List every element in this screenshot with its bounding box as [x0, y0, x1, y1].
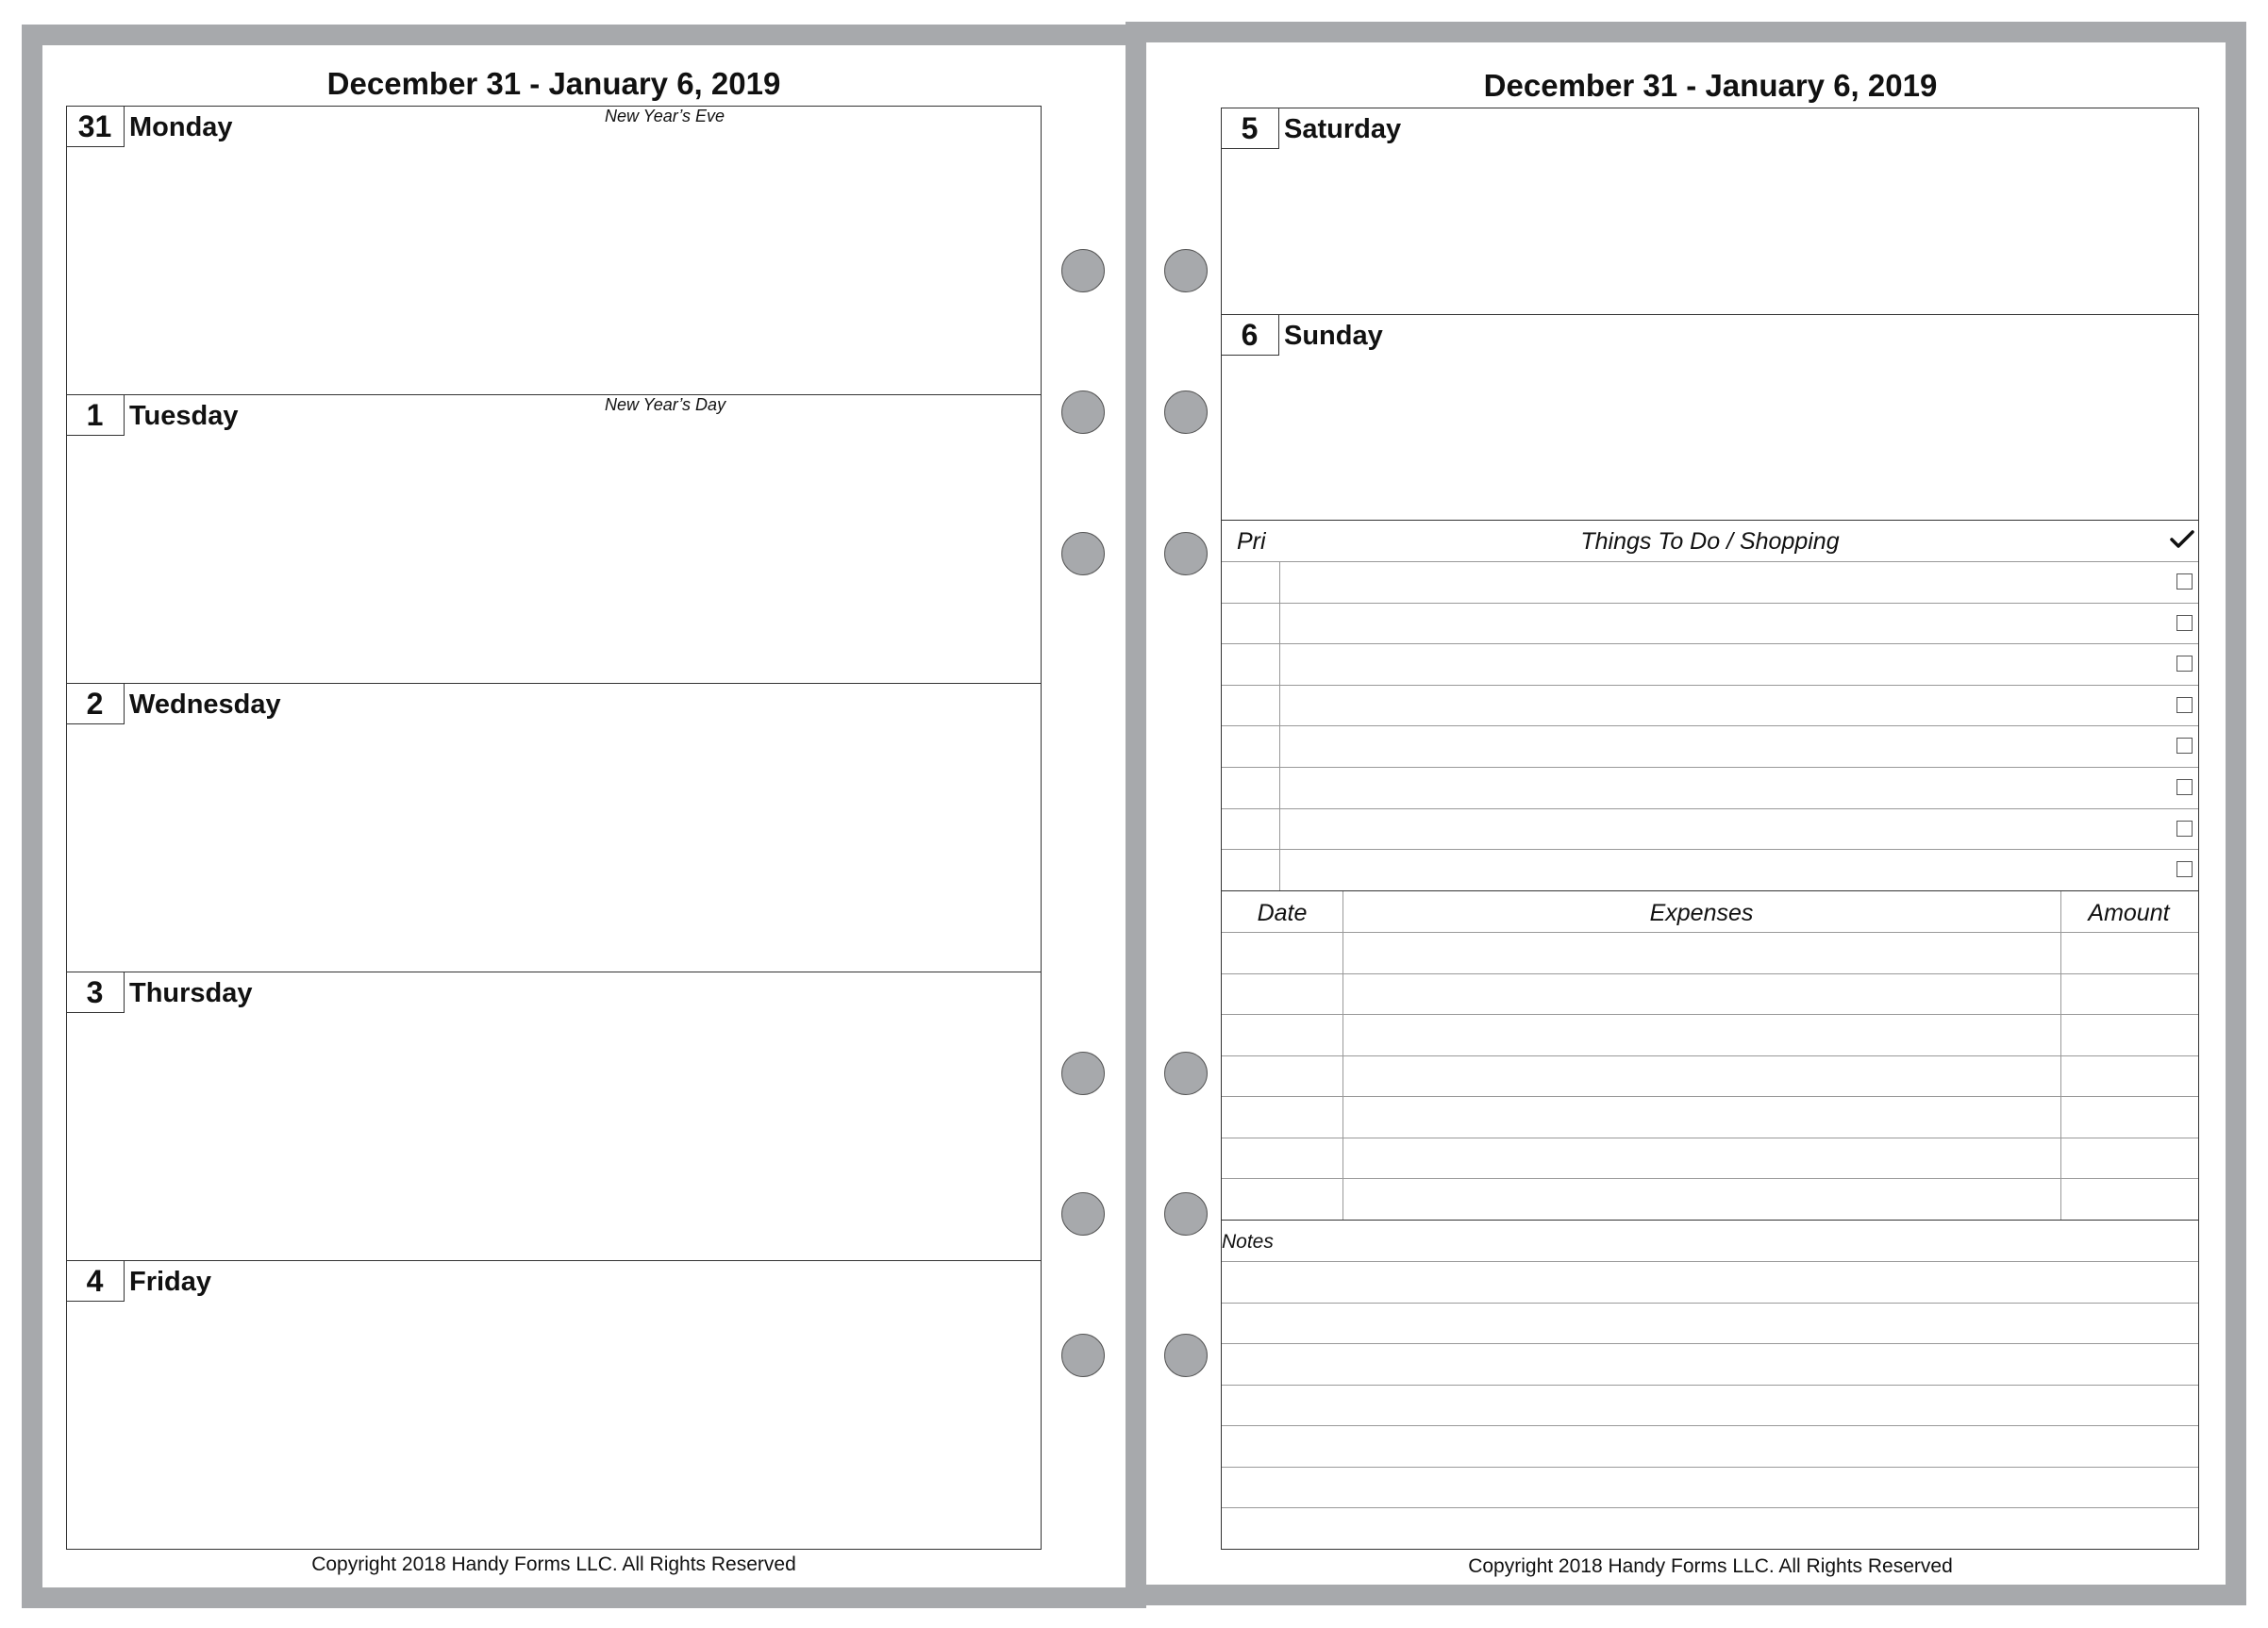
day-name: Monday — [129, 112, 233, 142]
binder-hole — [1061, 1334, 1105, 1377]
day-number: 31 — [66, 106, 125, 147]
day-number: 5 — [1221, 108, 1279, 149]
priority-cell[interactable] — [1222, 562, 1280, 603]
binder-hole — [1061, 1192, 1105, 1236]
notes-label: Notes — [1222, 1231, 1274, 1253]
todo-row[interactable] — [1222, 561, 2198, 603]
day-number: 6 — [1221, 314, 1279, 356]
expenses-header: Expenses — [1649, 900, 1754, 926]
checkbox[interactable] — [2176, 821, 2193, 837]
note-line — [1222, 1507, 2198, 1508]
day-name: Sunday — [1284, 321, 1383, 351]
todo-row[interactable] — [1222, 808, 2198, 850]
checkbox[interactable] — [2176, 615, 2193, 631]
expense-row[interactable] — [1222, 1014, 2198, 1055]
day-block-sunday[interactable] — [1221, 314, 2199, 521]
day-number: 3 — [66, 972, 125, 1013]
expense-row[interactable] — [1222, 1178, 2198, 1220]
note-line — [1222, 1385, 2198, 1386]
expenses-table — [1221, 890, 2199, 1221]
priority-header: Pri — [1237, 528, 1266, 555]
expense-row[interactable] — [1222, 1055, 2198, 1097]
binder-hole — [1164, 1192, 1208, 1236]
binder-hole — [1061, 390, 1105, 434]
checkbox[interactable] — [2176, 861, 2193, 877]
day-block-monday[interactable] — [66, 106, 1042, 395]
priority-cell[interactable] — [1222, 768, 1280, 808]
checkbox[interactable] — [2176, 573, 2193, 590]
expense-row[interactable] — [1222, 1096, 2198, 1138]
day-block-wednesday[interactable] — [66, 683, 1042, 972]
day-name: Friday — [129, 1267, 212, 1297]
todo-rows — [1222, 561, 2198, 890]
checkmark-icon — [2170, 529, 2194, 550]
priority-cell[interactable] — [1222, 850, 1280, 890]
note-line — [1222, 1467, 2198, 1468]
priority-cell[interactable] — [1222, 604, 1280, 644]
holiday-label: New Year’s Eve — [605, 107, 725, 125]
binder-hole — [1061, 532, 1105, 575]
day-number: 4 — [66, 1260, 125, 1302]
note-line — [1222, 1261, 2198, 1262]
day-block-saturday[interactable] — [1221, 108, 2199, 315]
right-page-title: December 31 - January 6, 2019 — [1483, 68, 1938, 103]
todo-header — [1222, 520, 2198, 561]
priority-cell[interactable] — [1222, 644, 1280, 685]
note-line — [1222, 1343, 2198, 1344]
expense-row[interactable] — [1222, 932, 2198, 973]
day-block-friday[interactable] — [66, 1260, 1042, 1550]
day-name: Thursday — [129, 978, 253, 1008]
note-line — [1222, 1425, 2198, 1426]
note-line — [1222, 1303, 2198, 1304]
binder-hole — [1164, 249, 1208, 292]
day-name: Saturday — [1284, 114, 1402, 144]
checkbox[interactable] — [2176, 779, 2193, 795]
todo-row[interactable] — [1222, 685, 2198, 726]
todo-row[interactable] — [1222, 643, 2198, 685]
checkbox[interactable] — [2176, 738, 2193, 754]
binder-hole — [1164, 532, 1208, 575]
todo-row[interactable] — [1222, 725, 2198, 767]
date-header: Date — [1257, 900, 1308, 926]
todo-row[interactable] — [1222, 767, 2198, 808]
priority-cell[interactable] — [1222, 726, 1280, 767]
day-name: Wednesday — [129, 689, 281, 720]
checkbox[interactable] — [2176, 656, 2193, 672]
todo-list — [1221, 520, 2199, 890]
day-block-tuesday[interactable] — [66, 394, 1042, 684]
binder-hole — [1164, 1334, 1208, 1377]
binder-hole — [1061, 249, 1105, 292]
day-number: 1 — [66, 394, 125, 436]
amount-header: Amount — [2088, 900, 2170, 926]
copyright-text: Copyright 2018 Handy Forms LLC. All Rights Reserved — [311, 1553, 796, 1575]
copyright-text: Copyright 2018 Handy Forms LLC. All Rights Reserved — [1468, 1555, 1953, 1577]
left-page-title: December 31 - January 6, 2019 — [326, 66, 781, 101]
expense-row[interactable] — [1222, 973, 2198, 1015]
day-block-thursday[interactable] — [66, 972, 1042, 1261]
holiday-label: New Year’s Day — [605, 395, 726, 414]
priority-cell[interactable] — [1222, 809, 1280, 850]
notes-section[interactable] — [1221, 1220, 2199, 1550]
todo-title: Things To Do / Shopping — [1580, 528, 1840, 555]
priority-cell[interactable] — [1222, 686, 1280, 726]
expense-row[interactable] — [1222, 1138, 2198, 1179]
binder-hole — [1164, 390, 1208, 434]
binder-hole — [1061, 1052, 1105, 1095]
day-number: 2 — [66, 683, 125, 724]
checkbox[interactable] — [2176, 697, 2193, 713]
binder-hole — [1164, 1052, 1208, 1095]
todo-row[interactable] — [1222, 603, 2198, 644]
todo-row[interactable] — [1222, 849, 2198, 890]
day-name: Tuesday — [129, 401, 239, 431]
